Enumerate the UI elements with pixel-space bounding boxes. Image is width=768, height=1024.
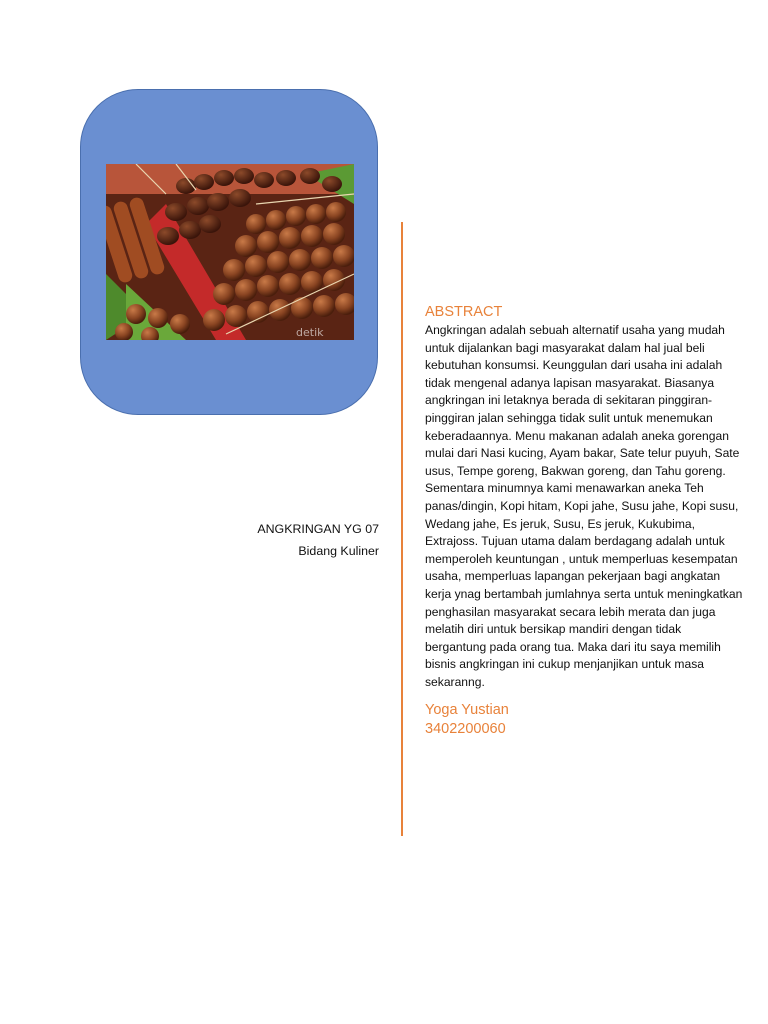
vertical-divider [401, 222, 403, 836]
business-field: Bidang Kuliner [298, 544, 379, 558]
author-block [425, 701, 743, 739]
author-id: 3402200060 [425, 721, 506, 738]
satay-image [106, 164, 354, 340]
abstract-heading: ABSTRACT [425, 304, 503, 320]
photo-watermark: detik [296, 326, 324, 339]
abstract-section [425, 302, 743, 739]
food-photo [106, 164, 354, 340]
left-info [257, 518, 379, 562]
business-name: ANGKRINGAN YG 07 [257, 522, 379, 536]
abstract-body: Angkringan adalah sebuah alternatif usaha yang mudah untuk dijalankan bagi masyarakat dalam hal jual beli kebutuhan konsumsi. Keunggulan dari usaha ini adalah tidak mengenal adanya lapisan masyarakat. Biasanya angkringan ini letaknya berada di sekitaran pinggiran-pinggiran jalan sehingga tidak sulit untuk menemukan keberadaannya. Menu makanan adalah aneka gorengan mulai dari Nasi kucing, Ayam bakar, Sate telur puyuh, Sate usus, Tempe goreng, Bakwan goreng, dan Tahu goreng. Sementara minumnya kami menawarkan aneka Teh panas/dingin, Kopi hitam, Kopi jahe, Susu jahe, Kopi susu, Wedang jahe, Es jeruk, Susu, Es jeruk, Kukubima, Extrajoss. Tujuan utama dalam berdagang adalah untuk memperoleh keuntungan , untuk memperluas kesempatan usaha, memperluas lapangan pekerjaan bagi angkatan kerja ynag bertambah jumlahnya serta untuk meningkatkan penghasilan masyarakat secara lebih merata dan juga melatih diri untuk bersikap mandiri dengan tidak bergantung pada orang tua. Maka dari itu saya memilih bisnis angkringan ini cukup menjanjikan untuk masa sekaranng. [425, 323, 743, 689]
author-name: Yoga Yustian [425, 702, 509, 719]
